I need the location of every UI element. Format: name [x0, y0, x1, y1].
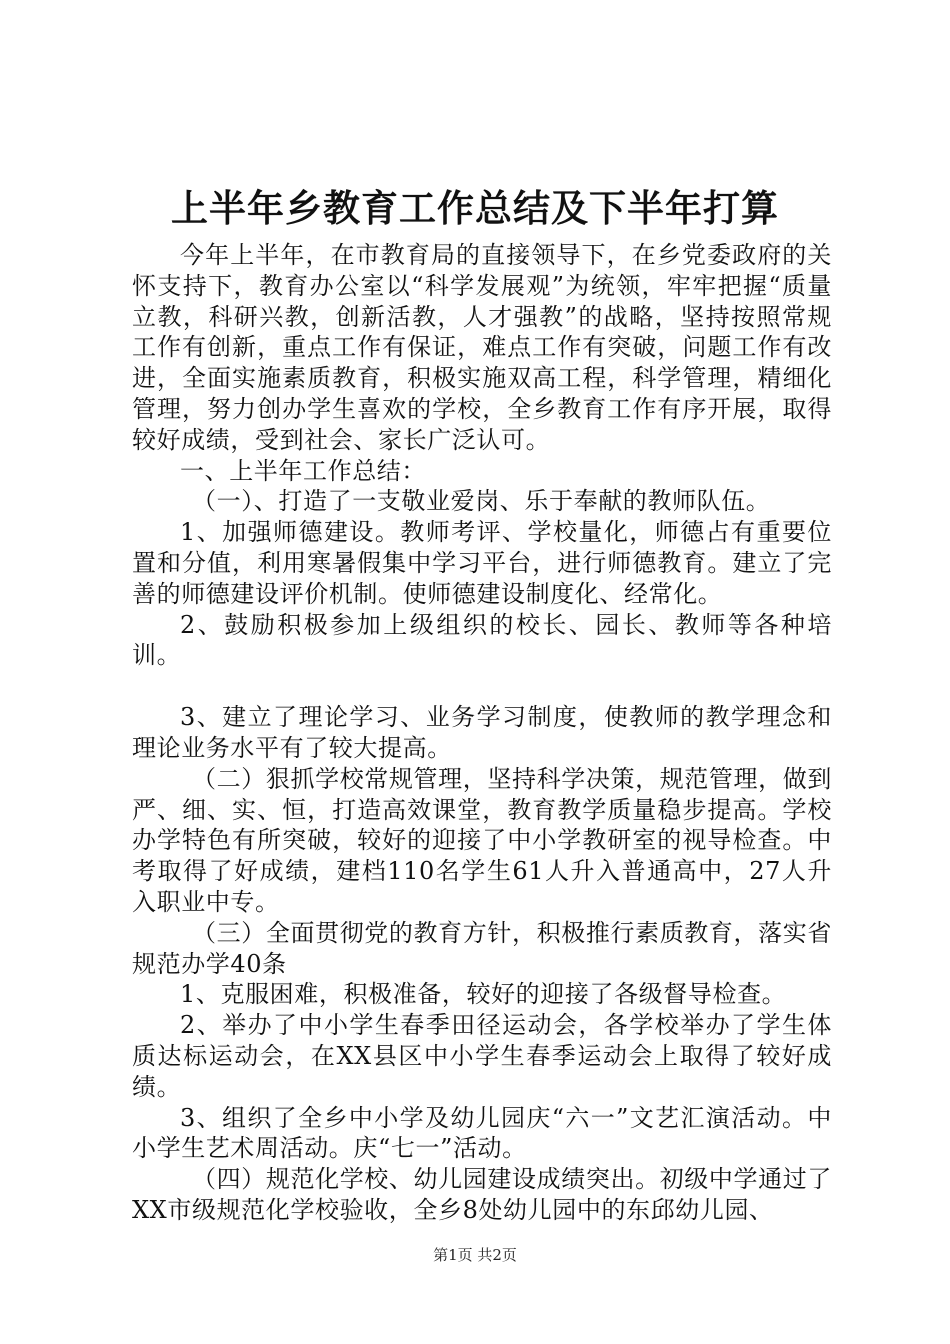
- list-item: 3、建立了理论学习、业务学习制度，使教师的教学理念和理论业务水平有了较大提高。: [132, 703, 832, 762]
- subsection-heading: （一）、打造了一支敬业爱岗、乐于奉献的教师队伍。: [192, 487, 771, 516]
- intro-paragraph: 今年上半年，在市教育局的直接领导下，在乡党委政府的关怀支持下，教育办公室以“科学发展观”为统领，牢牢把握“质量立教，科研兴教，创新活教，人才强教”的战略，坚持按照常规工作有创新，重点工作有保证，难点工作有突破，问题工作有改进，全面实施素质教育，积极实施双高工程，科学管理，精细化管理，努力创办学生喜欢的学校，全乡教育工作有序开展，取得较好成绩，受到社会、家长广泛认可。: [132, 241, 832, 454]
- list-item: 2、举办了中小学生春季田径运动会，各学校举办了学生体质达标运动会，在XX县区中小学生春季运动会上取得了较好成绩。: [132, 1011, 832, 1101]
- subsection-paragraph: （二）狠抓学校常规管理，坚持科学决策，规范管理，做到严、细、实、恒，打造高效课堂，教育教学质量稳步提高。学校办学特色有所突破，较好的迎接了中小学教研室的视导检查。中考取得了好成绩，建档110名学生61人升入普通高中，27人升入职业中专。: [132, 764, 832, 916]
- list-item: 1、克服困难，积极准备，较好的迎接了各级督导检查。: [180, 980, 787, 1009]
- list-item: 3、组织了全乡中小学及幼儿园庆“六一”文艺汇演活动。中小学生艺术周活动。庆“七一”活动。: [132, 1103, 832, 1163]
- section-heading: 一、上半年工作总结：: [180, 456, 426, 485]
- list-item: 2、鼓励积极参加上级组织的校长、园长、教师等各种培训。: [132, 610, 832, 670]
- page-footer: 第1页 共2页: [433, 1246, 517, 1264]
- subsection-paragraph: （四）规范化学校、幼儿园建设成绩突出。初级中学通过了XX市级规范化学校验收，全乡8处幼儿园中的东邱幼儿园、: [132, 1165, 832, 1224]
- document-title: 上半年乡教育工作总结及下半年打算: [171, 186, 779, 230]
- subsection-paragraph: （三）全面贯彻党的教育方针，积极推行素质教育，落实省规范办学40条: [132, 918, 832, 978]
- list-item: 1、加强师德建设。教师考评、学校量化，师德占有重要位置和分值，利用寒暑假集中学习平台，进行师德教育。建立了完善的师德建设评价机制。使师德建设制度化、经常化。: [132, 518, 832, 608]
- document-body: [132, 240, 832, 1226]
